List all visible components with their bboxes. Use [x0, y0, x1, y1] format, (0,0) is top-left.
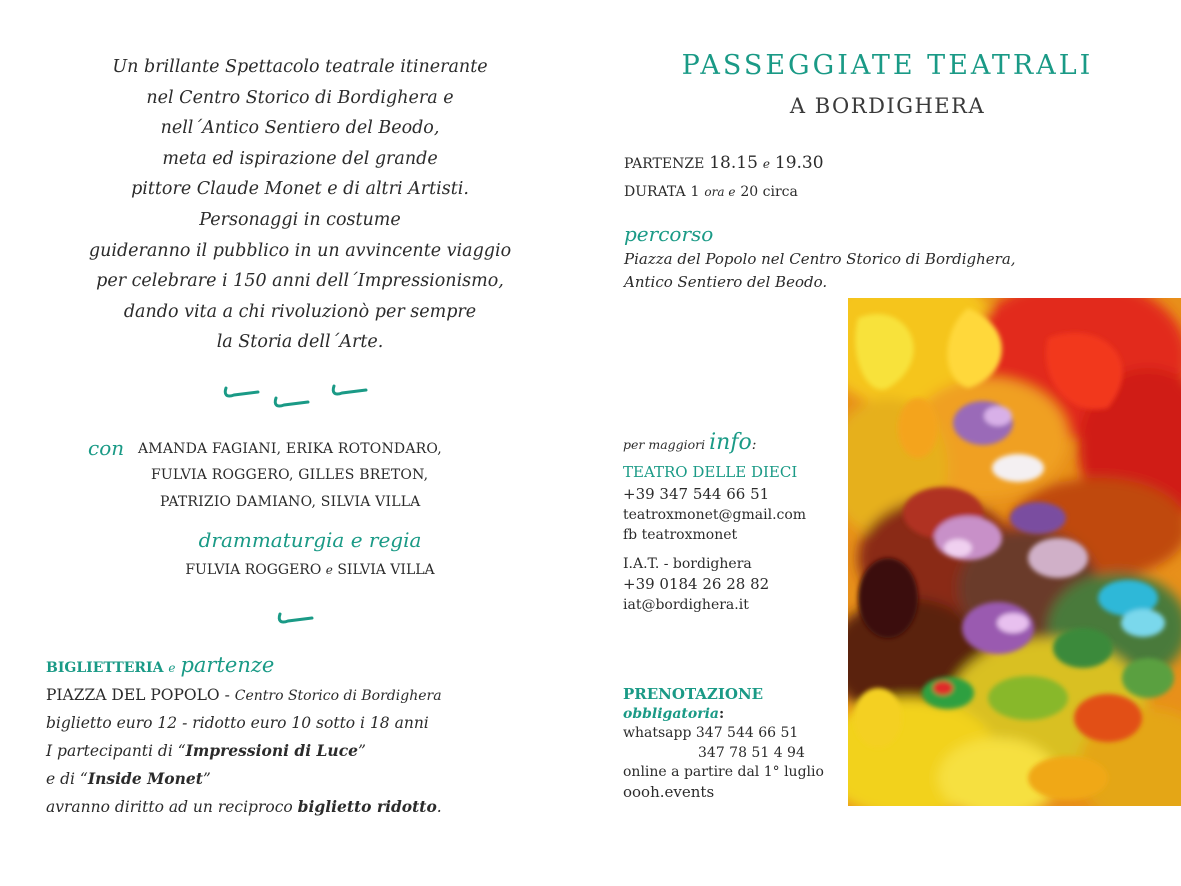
tickets-label-2: partenze [180, 653, 275, 677]
tickets-heading [46, 652, 566, 682]
direction-label: drammaturgia e regia [198, 528, 422, 552]
info-post: : [751, 437, 757, 453]
intro-line: nell´Antico Sentiero del Beodo, [160, 118, 440, 138]
cast-line: AMANDA FAGIANI, ERIKA ROTONDARO, [138, 441, 442, 457]
intro-line: la Storia dell´Arte. [216, 332, 384, 352]
booking-label: PRENOTAZIONE [623, 685, 764, 703]
cast-line: PATRIZIO DAMIANO, SILVIA VILLA [160, 494, 421, 510]
route-block [624, 220, 1016, 294]
page-subtitle: A BORDIGHERA [789, 94, 986, 118]
route-label: percorso [624, 222, 714, 246]
booking-required: obbligatoria [623, 705, 719, 722]
tickets-conj: e [168, 661, 176, 675]
tickets-participants-2 [46, 765, 566, 793]
tickets-label: BIGLIETTERIA [46, 660, 164, 676]
iat-name: I.A.T. - bordighera [623, 555, 752, 572]
squiggle-ornament-icon [272, 392, 312, 412]
text-fragment: ” [202, 770, 211, 788]
booking-block [623, 685, 824, 802]
text-fragment: I partecipanti di “ [46, 742, 186, 760]
director-name: SILVIA VILLA [337, 562, 435, 578]
duration-num: 1 [690, 184, 700, 200]
info-pre: per maggiori [623, 437, 710, 452]
intro-line: pittore Claude Monet e di altri Artisti. [131, 179, 469, 199]
departures-conj: e [762, 157, 770, 171]
booking-online: online a partire dal 1° luglio [623, 764, 824, 780]
squiggle-ornament-icon [330, 380, 370, 400]
booking-required-line [623, 705, 824, 725]
direction-names [60, 562, 560, 578]
route-line: Antico Sentiero del Beodo. [624, 273, 828, 291]
iat-email: iat@bordighera.it [623, 596, 749, 613]
intro-line: dando vita a chi rivoluzionò per sempre [123, 301, 477, 322]
tickets-block [46, 652, 566, 821]
event-name: Inside Monet [87, 769, 203, 788]
intro-line: per celebrare i 150 anni dell´Impressionismo, [96, 271, 504, 291]
event-name: Impressioni di Luce [185, 741, 358, 760]
cast-label: con [88, 436, 125, 460]
departures-label: PARTENZE [624, 156, 705, 172]
org-facebook: fb teatroxmonet [623, 527, 738, 543]
duration-line [624, 178, 824, 206]
abstract-painting-image [848, 298, 1181, 806]
booking-whatsapp: whatsapp 347 544 66 51 [623, 725, 799, 741]
intro-line: nel Centro Storico di Bordighera e [146, 87, 454, 108]
intro-paragraph-2 [60, 205, 540, 358]
org-email: teatroxmonet@gmail.com [623, 506, 807, 523]
iat-phone: +39 0184 26 28 82 [623, 575, 770, 593]
discount-label: biglietto ridotto [297, 797, 437, 816]
tickets-discount [46, 793, 566, 821]
tickets-price: biglietto euro 12 - ridotto euro 10 sotto i 18 anni [46, 714, 429, 732]
text-fragment: avranno diritto ad un reciproco [46, 798, 298, 816]
booking-site: oooh.events [623, 782, 715, 801]
info-heading [623, 428, 806, 460]
direction-conj: e [325, 563, 333, 577]
tickets-place [46, 682, 566, 710]
intro-line: Personaggi in costume [199, 210, 401, 230]
tickets-participants [46, 737, 566, 765]
page-title: PASSEGGIATE TEATRALI [681, 50, 1094, 81]
cast-line: FULVIA ROGGERO, GILLES BRETON, [151, 467, 429, 483]
org-phone: +39 347 544 66 51 [623, 485, 770, 503]
duration-label: DURATA [624, 184, 686, 200]
duration-unit: ora e [704, 185, 736, 199]
intro-line: meta ed ispirazione del grande [162, 148, 438, 169]
squiggle-ornament-icon [222, 382, 262, 402]
intro-line: Un brillante Spettacolo teatrale itinerante [112, 57, 488, 77]
place-sep: - [219, 686, 235, 704]
departures-line [624, 150, 824, 178]
booking-whatsapp-2: 347 78 51 4 94 [698, 744, 805, 761]
text-fragment: . [436, 798, 442, 816]
intro-paragraph [60, 52, 540, 205]
info-word: info [709, 430, 752, 455]
director-name: FULVIA ROGGERO [185, 562, 322, 578]
text-fragment: e di “ [46, 770, 88, 788]
place-detail: Centro Storico di Bordighera [234, 688, 442, 704]
info-block [623, 428, 806, 615]
departure-time: 18.15 [709, 153, 758, 173]
duration-rest: 20 circa [740, 184, 798, 200]
org-name: TEATRO DELLE DIECI [623, 463, 798, 481]
squiggle-ornament-icon [276, 608, 316, 628]
departure-time: 19.30 [774, 153, 824, 173]
place-name: PIAZZA DEL POPOLO [46, 686, 220, 704]
booking-colon: : [718, 705, 725, 722]
schedule-block [624, 150, 824, 206]
text-fragment: ” [358, 742, 366, 760]
intro-line: guideranno il pubblico in un avvincente viaggio [88, 240, 512, 261]
route-line: Piazza del Popolo nel Centro Storico di Bordighera, [624, 250, 1016, 268]
